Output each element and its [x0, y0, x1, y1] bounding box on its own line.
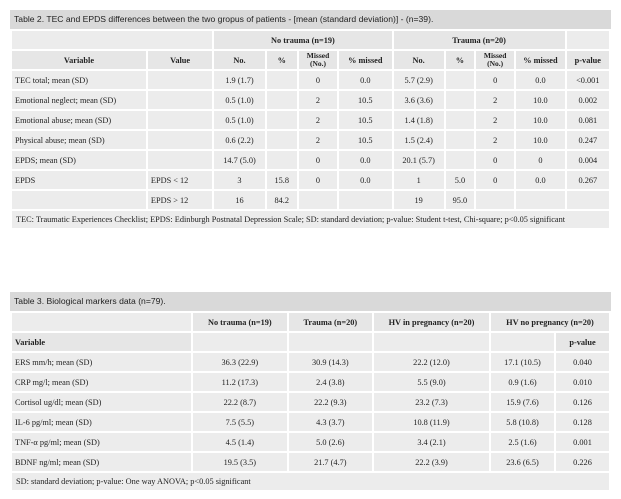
table-row — [12, 91, 609, 109]
table-row — [12, 131, 609, 149]
table-cell: 10.0 — [516, 131, 564, 149]
column-header: Value — [148, 51, 212, 69]
table-cell — [299, 191, 337, 209]
table-cell: 0.9 (1.6) — [491, 373, 554, 391]
table-cell: 4.5 (1.4) — [193, 433, 287, 451]
table-2-grid — [10, 29, 611, 211]
table-cell: 0 — [476, 171, 514, 189]
table-row — [12, 191, 609, 209]
column-header: HV no pregnancy (n=20) — [491, 313, 609, 331]
table-cell — [267, 71, 297, 89]
table-row — [12, 171, 609, 189]
table-row — [12, 393, 609, 411]
table-cell: 19.5 (3.5) — [193, 453, 287, 471]
row-label-cell: ERS mm/h; mean (SD) — [12, 353, 191, 371]
table-cell: 0.6 (2.2) — [214, 131, 264, 149]
table-cell: 0.5 (1.0) — [214, 91, 264, 109]
table-cell — [446, 91, 474, 109]
table-2-column-header-row — [12, 51, 609, 69]
row-label-cell: IL-6 pg/ml; mean (SD) — [12, 413, 191, 431]
table-cell — [567, 191, 609, 209]
table-cell: 1.4 (1.8) — [394, 111, 444, 129]
table-cell: 22.2 (8.7) — [193, 393, 287, 411]
table-2-footnote: TEC: Traumatic Experiences Checklist; EPDS: Edinburgh Postnatal Depression Scale; SD: standard deviation; p-value: Student t-test, Chi-square; p<0.05 significant — [12, 211, 609, 228]
table-cell: 19 — [394, 191, 444, 209]
table-cell: 15.9 (7.6) — [491, 393, 554, 411]
table-3-header-row — [12, 313, 609, 331]
table-cell: 0.247 — [567, 131, 609, 149]
table-cell: 10.5 — [339, 111, 391, 129]
table-cell: 0.0 — [339, 151, 391, 169]
table-cell: 2 — [299, 111, 337, 129]
table-cell: 10.8 (11.9) — [374, 413, 489, 431]
table-cell: 15.8 — [267, 171, 297, 189]
table-row — [12, 111, 609, 129]
table-cell: 2 — [299, 131, 337, 149]
table-cell: 0.267 — [567, 171, 609, 189]
column-header: Missed (No.) — [299, 51, 337, 69]
column-header-empty — [374, 333, 489, 351]
table-row — [12, 433, 609, 451]
table-cell: 14.7 (5.0) — [214, 151, 264, 169]
table-cell: 11.2 (17.3) — [193, 373, 287, 391]
table-cell: 0.040 — [556, 353, 609, 371]
column-header: No trauma (n=19) — [193, 313, 287, 331]
row-label-cell: BDNF ng/ml; mean (SD) — [12, 453, 191, 471]
table-cell: 20.1 (5.7) — [394, 151, 444, 169]
row-label-cell: Cortisol ug/dl; mean (SD) — [12, 393, 191, 411]
table-cell: 22.2 (3.9) — [374, 453, 489, 471]
table-cell: 0.081 — [567, 111, 609, 129]
column-header: No. — [214, 51, 264, 69]
table-cell: 0 — [516, 151, 564, 169]
table-cell: 2 — [299, 91, 337, 109]
table-cell: 0.004 — [567, 151, 609, 169]
table-2-group-header-row — [12, 31, 609, 49]
table-cell: 17.1 (10.5) — [491, 353, 554, 371]
table-cell: 2.5 (1.6) — [491, 433, 554, 451]
table-cell — [267, 91, 297, 109]
group-header-no-trauma: No trauma (n=19) — [214, 31, 391, 49]
table-row — [12, 413, 609, 431]
table-cell: 0.0 — [339, 171, 391, 189]
group-header-trauma: Trauma (n=20) — [394, 31, 565, 49]
table-cell: 10.5 — [339, 131, 391, 149]
table-cell: 5.8 (10.8) — [491, 413, 554, 431]
table-cell: 22.2 (9.3) — [289, 393, 372, 411]
table-2-caption: Table 2. TEC and EPDS differences between the two gropus of patients - [mean (standard deviation)] - (n=39). — [10, 10, 611, 29]
table-cell: 0 — [299, 71, 337, 89]
table-cell: 0.128 — [556, 413, 609, 431]
table-cell — [148, 111, 212, 129]
column-header: % — [446, 51, 474, 69]
table-3 — [10, 292, 611, 490]
column-header: Variable — [12, 51, 146, 69]
table-cell: 23.2 (7.3) — [374, 393, 489, 411]
table-cell: 16 — [214, 191, 264, 209]
column-header: No. — [394, 51, 444, 69]
table-row — [12, 71, 609, 89]
table-cell: 0.0 — [516, 171, 564, 189]
table-cell: 84.2 — [267, 191, 297, 209]
column-header: Trauma (n=20) — [289, 313, 372, 331]
table-row — [12, 453, 609, 471]
table-cell: 0.126 — [556, 393, 609, 411]
column-header: Missed (No.) — [476, 51, 514, 69]
table-cell — [446, 71, 474, 89]
table-row — [12, 151, 609, 169]
table-cell: 5.0 — [446, 171, 474, 189]
column-header-empty — [193, 333, 287, 351]
group-header-empty-end — [567, 31, 609, 49]
table-cell — [446, 131, 474, 149]
table-cell — [148, 71, 212, 89]
table-cell: 7.5 (5.5) — [193, 413, 287, 431]
table-cell: 2 — [476, 111, 514, 129]
table-cell: 10.5 — [339, 91, 391, 109]
table-cell: 1.5 (2.4) — [394, 131, 444, 149]
table-cell: 36.3 (22.9) — [193, 353, 287, 371]
table-cell: 21.7 (4.7) — [289, 453, 372, 471]
table-cell: 2.4 (3.8) — [289, 373, 372, 391]
table-cell: 5.5 (9.0) — [374, 373, 489, 391]
table-cell: 0.0 — [516, 71, 564, 89]
column-header-variable: Variable — [12, 333, 191, 351]
table-cell: 0.5 (1.0) — [214, 111, 264, 129]
table-cell: EPDS > 12 — [148, 191, 212, 209]
column-header-empty — [289, 333, 372, 351]
table-3-body — [12, 353, 609, 471]
table-cell: 0 — [299, 171, 337, 189]
table-cell: 0.001 — [556, 433, 609, 451]
row-label-cell: TEC total; mean (SD) — [12, 71, 146, 89]
table-cell — [446, 111, 474, 129]
row-label-cell: TNF-α pg/ml; mean (SD) — [12, 433, 191, 451]
column-header: p-value — [567, 51, 609, 69]
table-cell: EPDS < 12 — [148, 171, 212, 189]
table-cell: 1 — [394, 171, 444, 189]
table-2 — [10, 10, 611, 228]
table-cell: 95.0 — [446, 191, 474, 209]
table-cell — [446, 151, 474, 169]
table-cell: 3 — [214, 171, 264, 189]
table-cell: 0 — [476, 71, 514, 89]
table-3-footnote: SD: standard deviation; p-value: One way ANOVA; p<0.05 significant — [12, 473, 609, 490]
row-label-cell: CRP mg/l; mean (SD) — [12, 373, 191, 391]
table-cell — [516, 191, 564, 209]
table-2-body — [12, 71, 609, 209]
table-cell: 3.4 (2.1) — [374, 433, 489, 451]
row-label-cell — [12, 191, 146, 209]
table-cell: 4.3 (3.7) — [289, 413, 372, 431]
table-cell: 0.0 — [339, 71, 391, 89]
row-label-cell: EPDS; mean (SD) — [12, 151, 146, 169]
table-cell: 30.9 (14.3) — [289, 353, 372, 371]
column-header: % missed — [516, 51, 564, 69]
column-header-empty — [491, 333, 554, 351]
row-label-cell: Emotional neglect; mean (SD) — [12, 91, 146, 109]
table-cell: 0.010 — [556, 373, 609, 391]
table-cell — [339, 191, 391, 209]
table-cell: 23.6 (6.5) — [491, 453, 554, 471]
table-cell: 3.6 (3.6) — [394, 91, 444, 109]
table-cell: 1.9 (1.7) — [214, 71, 264, 89]
table-cell: 10.0 — [516, 111, 564, 129]
table-row — [12, 353, 609, 371]
column-header-p-value: p-value — [556, 333, 609, 351]
table-cell: 0 — [476, 151, 514, 169]
table-cell: 2 — [476, 131, 514, 149]
table-cell: 2 — [476, 91, 514, 109]
row-label-cell: Physical abuse; mean (SD) — [12, 131, 146, 149]
column-header: % — [267, 51, 297, 69]
row-label-cell: EPDS — [12, 171, 146, 189]
table-cell — [476, 191, 514, 209]
table-cell: 22.2 (12.0) — [374, 353, 489, 371]
table-cell: 5.7 (2.9) — [394, 71, 444, 89]
table-cell: 0.226 — [556, 453, 609, 471]
table-cell — [267, 151, 297, 169]
column-header-empty — [12, 313, 191, 331]
table-3-caption: Table 3. Biological markers data (n=79). — [10, 292, 611, 311]
table-3-grid — [10, 311, 611, 473]
table-cell — [267, 131, 297, 149]
group-header-empty — [12, 31, 212, 49]
table-cell: 5.0 (2.6) — [289, 433, 372, 451]
table-cell — [148, 91, 212, 109]
table-cell: 10.0 — [516, 91, 564, 109]
row-label-cell: Emotional abuse; mean (SD) — [12, 111, 146, 129]
column-header: % missed — [339, 51, 391, 69]
table-cell — [148, 151, 212, 169]
table-cell — [148, 131, 212, 149]
table-3-subheader-row — [12, 333, 609, 351]
column-header: HV in pregnancy (n=20) — [374, 313, 489, 331]
table-cell: <0.001 — [567, 71, 609, 89]
table-cell: 0 — [299, 151, 337, 169]
table-cell — [267, 111, 297, 129]
table-row — [12, 373, 609, 391]
table-cell: 0.002 — [567, 91, 609, 109]
